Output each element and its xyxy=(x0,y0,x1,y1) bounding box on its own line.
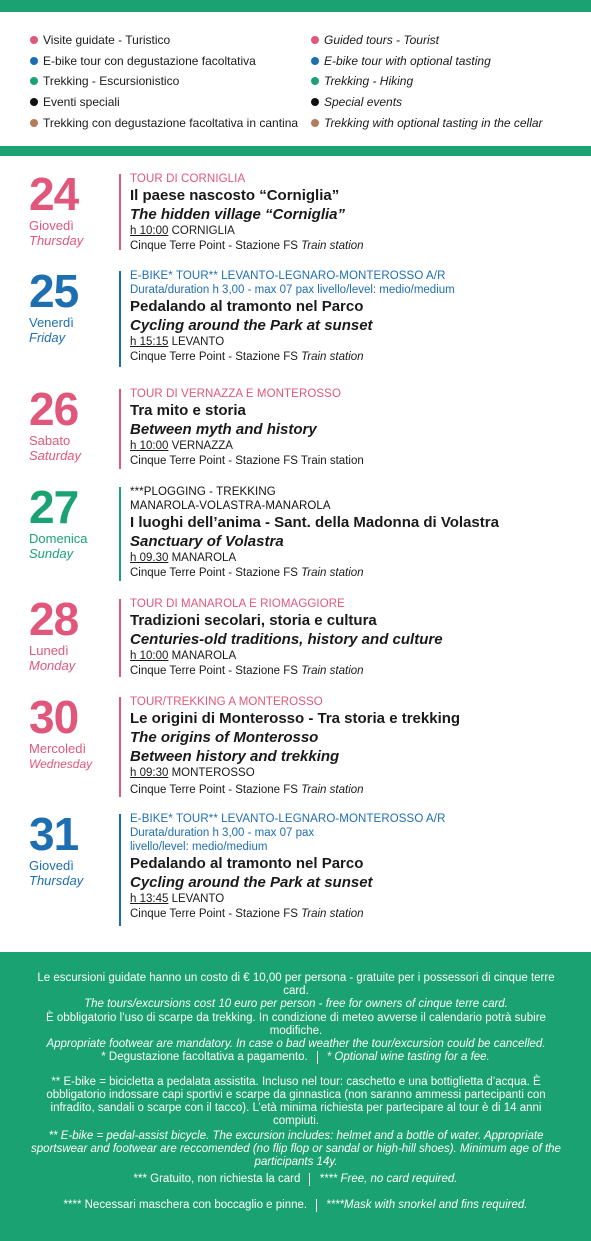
day-name-en: Saturday xyxy=(29,448,82,463)
event-meeting-point: Cinque Terre Point - Stazione FS Train station xyxy=(130,567,364,579)
event-meeting-point: Cinque Terre Point - Stazione FS Train station xyxy=(130,908,364,920)
day-name-en: Thursday xyxy=(29,873,84,888)
event-date xyxy=(29,383,119,464)
event-body xyxy=(130,172,585,254)
day-number: 26 xyxy=(29,383,79,435)
legend-item: Eventi speciali xyxy=(30,92,298,113)
event-time: h 09:30 MONTEROSSO xyxy=(130,767,255,779)
event-meta: Durata/duration h 3,00 - max 07 pax livello/level: medio/medium xyxy=(130,284,455,296)
day-name-en: Sunday xyxy=(29,546,74,561)
legend-item: Guided tours - Tourist xyxy=(311,30,543,51)
event-title-en-2: Between history and trekking xyxy=(130,748,340,765)
blue-dot-icon xyxy=(30,57,38,65)
event-divider xyxy=(119,599,121,677)
day-number: 25 xyxy=(29,265,79,317)
event-time: h 13:45 LEVANTO xyxy=(130,893,225,905)
day-name-it: Lunedì xyxy=(29,643,69,658)
event-divider xyxy=(119,271,121,367)
event-body xyxy=(130,269,585,365)
day-name-it: Mercoledì xyxy=(29,741,87,756)
event-title-it: Pedalando al tramonto nel Parco xyxy=(130,298,364,315)
event-meta-2: livello/level: medio/medium xyxy=(130,841,268,853)
event-category: ***PLOGGING - TREKKING xyxy=(130,486,276,498)
day-number: 27 xyxy=(29,481,79,533)
event-body xyxy=(130,387,585,469)
event-divider xyxy=(119,487,121,581)
event-date xyxy=(29,691,119,772)
event-title-en: The origins of Monterosso xyxy=(130,729,319,746)
legend-item: E-bike tour con degustazione facoltativa xyxy=(30,51,298,72)
day-number: 30 xyxy=(29,691,79,743)
event-title-en: Cycling around the Park at sunset xyxy=(130,874,373,891)
legend-item: Special events xyxy=(311,92,543,113)
event-category: E-BIKE* TOUR** LEVANTO-LEGNARO-MONTEROSSO A/R xyxy=(130,813,446,825)
event-category: TOUR DI VERNAZZA E MONTEROSSO xyxy=(130,388,341,400)
event-time: h 10:00 MANAROLA xyxy=(130,650,237,662)
legend-item: Trekking con degustazione facoltativa in cantina xyxy=(30,112,298,133)
event-body xyxy=(130,597,585,679)
event-time: h 10:00 VERNAZZA xyxy=(130,440,233,452)
day-name-en: Monday xyxy=(29,658,76,673)
event-body xyxy=(130,812,585,922)
day-number: 31 xyxy=(29,808,79,860)
event-time: h 10:00 CORNIGLIA xyxy=(130,225,235,237)
legend-item: Trekking with optional tasting in the cellar xyxy=(311,112,543,133)
legend xyxy=(0,12,591,146)
event-date xyxy=(29,481,119,562)
event-meeting-point: Cinque Terre Point - Stazione FS Train station xyxy=(130,665,364,677)
legend-item: E-bike tour with optional tasting xyxy=(311,51,543,72)
free-note: *** Gratuito, non richiesta la card **** Free, no card required. xyxy=(133,1173,458,1185)
event-divider xyxy=(119,697,121,797)
event-category: TOUR DI CORNIGLIA xyxy=(130,173,246,185)
event-date xyxy=(29,808,119,889)
event-body xyxy=(130,695,585,798)
blue-dot-icon xyxy=(311,57,319,65)
cost-note: Le escursioni guidate hanno un costo di € 10,00 per persona - gratuite per i possessori di cinque terre card. The tours/excursions cost 10 euro per person - free for owners of cinque terre card. xyxy=(37,972,555,1010)
event-category: E-BIKE* TOUR** LEVANTO-LEGNARO-MONTEROSSO A/R xyxy=(130,270,446,282)
legend-italian xyxy=(30,30,298,133)
black-dot-icon xyxy=(30,98,38,106)
event-title-it: Tra mito e storia xyxy=(130,402,246,419)
day-name-en: Thursday xyxy=(29,233,84,248)
tasting-note: * Degustazione facoltativa a pagamento. * Optional wine tasting for a fee. xyxy=(101,1051,490,1063)
pink-dot-icon xyxy=(30,36,38,44)
event-date xyxy=(29,265,119,346)
event-time: h 09.30 MANAROLA xyxy=(130,552,237,564)
top-green-bar xyxy=(0,0,591,12)
event-date xyxy=(29,593,119,674)
event-title-it: Pedalando al tramonto nel Parco xyxy=(130,855,364,872)
event-divider xyxy=(119,814,121,926)
event-route: MANAROLA-VOLASTRA-MANAROLA xyxy=(130,500,331,512)
event-title-it: Tradizioni secolari, storia e cultura xyxy=(130,612,377,629)
event-title-en: The hidden village “Corniglia” xyxy=(130,206,346,223)
legend-item: Trekking - Hiking xyxy=(311,71,543,92)
day-name-en: Friday xyxy=(29,330,66,345)
black-dot-icon xyxy=(311,98,319,106)
event-meeting-point: Cinque Terre Point - Stazione FS Train station xyxy=(130,455,364,467)
event-title-it: Il paese nascosto “Corniglia” xyxy=(130,187,340,204)
event-divider xyxy=(119,389,121,469)
legend-item: Visite guidate - Turistico xyxy=(30,30,298,51)
green-dot-icon xyxy=(30,77,38,85)
event-category: TOUR/TREKKING A MONTEROSSO xyxy=(130,696,323,708)
event-date xyxy=(29,168,119,249)
event-meta: Durata/duration h 3,00 - max 07 pax xyxy=(130,827,315,839)
events-list xyxy=(0,156,591,952)
legend-english xyxy=(311,30,543,133)
footwear-note: È obbligatorio l’uso di scarpe da trekking. In condizione di meteo avverse il calendario potrà subire modifiche. Appropriate footwear are mandatory. In case o bad weather the tour/excursion could be cancelled. xyxy=(46,1012,546,1050)
brown-dot-icon xyxy=(30,119,38,127)
day-name-it: Giovedì xyxy=(29,858,74,873)
event-title-it: Le origini di Monterosso - Tra storia e trekking xyxy=(130,710,461,727)
event-category: TOUR DI MANAROLA E RIOMAGGIORE xyxy=(130,598,345,610)
event-divider xyxy=(119,174,121,250)
event-time: h 15:15 LEVANTO xyxy=(130,336,225,348)
event-meeting-point: Cinque Terre Point - Stazione FS Train station xyxy=(130,784,364,796)
day-name-it: Venerdì xyxy=(29,315,74,330)
event-meeting-point: Cinque Terre Point - Stazione FS Train station xyxy=(130,240,364,252)
day-name-it: Sabato xyxy=(29,433,71,448)
day-name-en: Wednesday xyxy=(29,757,93,771)
divider-green-bar xyxy=(0,146,591,156)
event-body xyxy=(130,485,585,581)
event-title-en: Between myth and history xyxy=(130,421,317,438)
day-number: 24 xyxy=(29,168,79,220)
brown-dot-icon xyxy=(311,119,319,127)
event-meeting-point: Cinque Terre Point - Stazione FS Train station xyxy=(130,351,364,363)
day-number: 28 xyxy=(29,593,79,645)
event-title-en: Sanctuary of Volastra xyxy=(130,533,284,550)
day-name-it: Giovedì xyxy=(29,218,74,233)
legend-item: Trekking - Escursionistico xyxy=(30,71,298,92)
pink-dot-icon xyxy=(311,36,319,44)
event-title-it: I luoghi dell’anima - Sant. della Madonna di Volastra xyxy=(130,514,499,531)
event-title-en: Cycling around the Park at sunset xyxy=(130,317,373,334)
day-name-it: Domenica xyxy=(29,531,88,546)
green-dot-icon xyxy=(311,77,319,85)
event-title-en: Centuries-old traditions, history and culture xyxy=(130,631,443,648)
ebike-note: ** E-bike = bicicletta a pedalata assistita. Incluso nel tour: caschetto e una bottiglietta d’acqua. È obbligatorio indossare capi sportivi e scarpe da ginnastica (non saranno ammessi partecipanti con infradito, sandali o scarpe con il tacco). L’età minima richiesta per partecipare al tour è di 14 anni compiuti. ** E-bike = pedal-assist bicycle. The excursion includes: helmet and a bottle of water. Appropriate sportswear and footwear are reccomended (no flip flop or sandal or high-hill shoes). Minimum age of the participants 14y. xyxy=(31,1076,561,1168)
mask-note: **** Necessari maschera con boccaglio e pinne. ****Mask with snorkel and fins required. xyxy=(63,1199,528,1211)
footer-info xyxy=(0,952,591,1241)
